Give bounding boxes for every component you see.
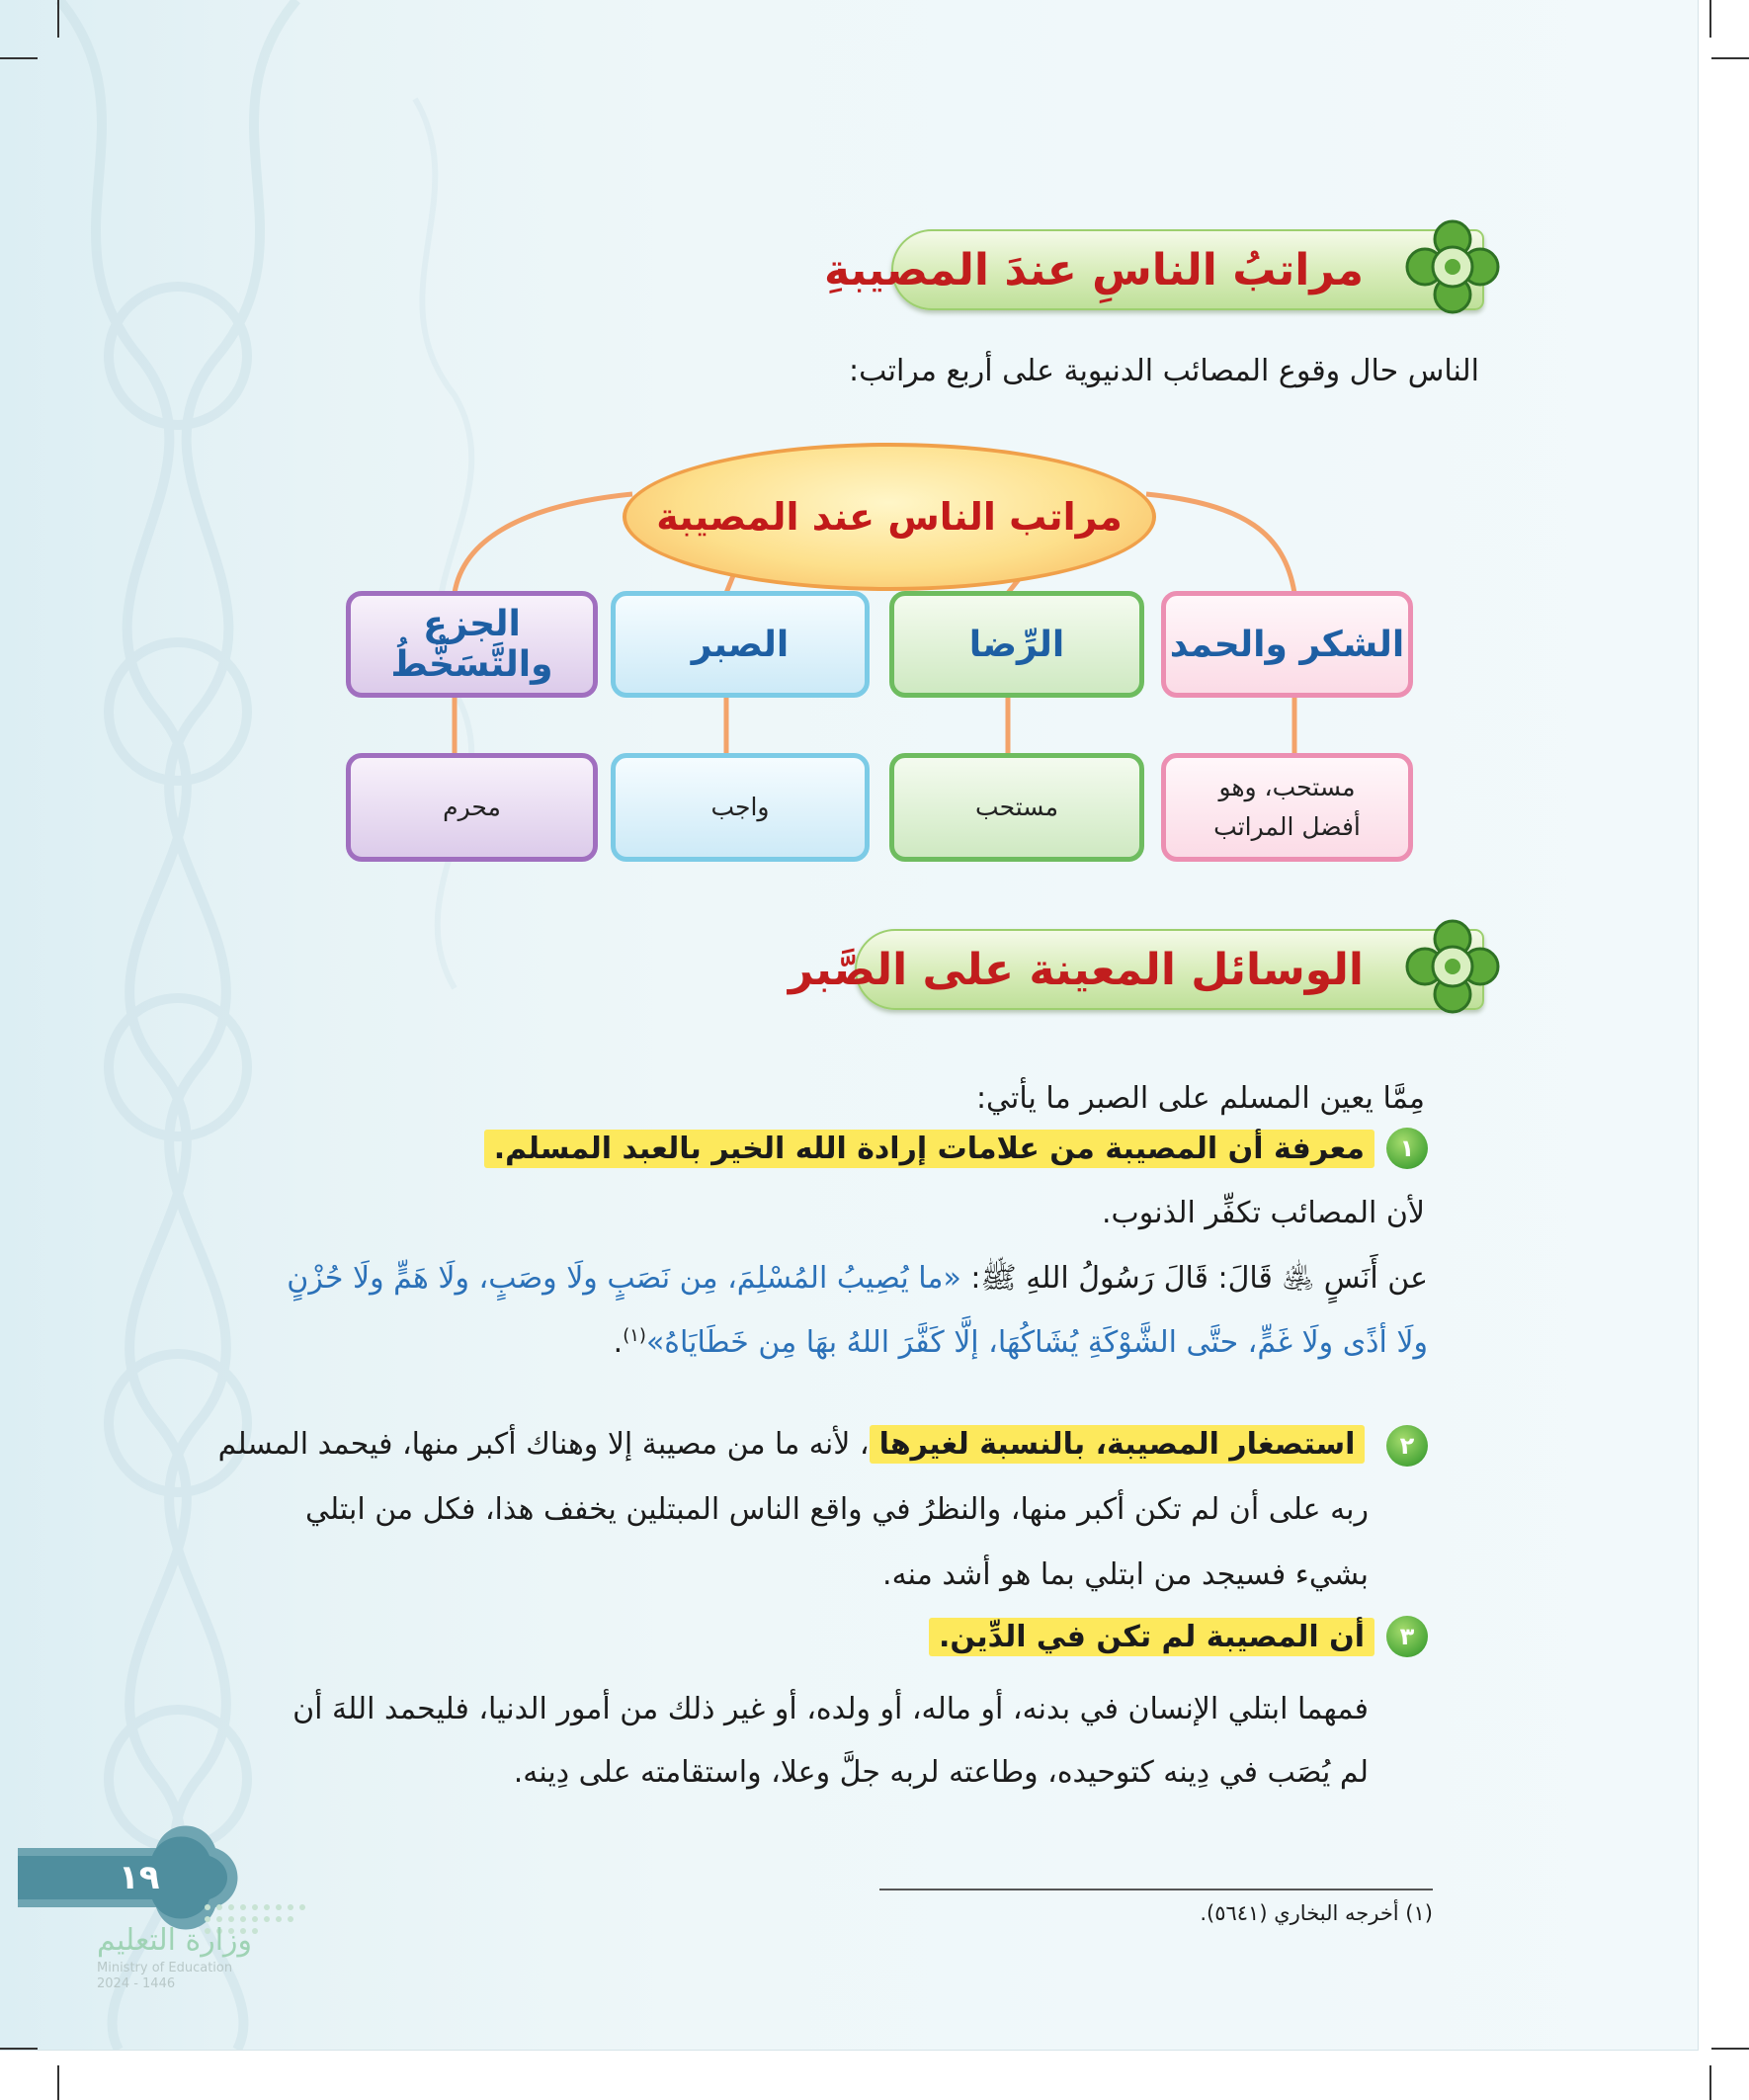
ministry-year: 2024 - 1446: [97, 1976, 176, 1991]
item-number-badge: ١: [1386, 1128, 1428, 1169]
hadith-text: «ما يُصِيبُ المُسْلِمَ، مِن نَصَبٍ ولَا وصَبٍ، ولَا هَمٍّ ولَا حُزْنٍ: [287, 1261, 961, 1296]
crop-mark: [57, 2065, 59, 2100]
means-item-2: [212, 1413, 1428, 1476]
section-title-means-text: الوسائل المعينة على الصَّبر: [788, 944, 1364, 995]
rank-label: الشكر والحمد: [1169, 624, 1405, 665]
footnote-divider: [879, 1889, 1433, 1890]
ruling-box-contentment: [889, 753, 1144, 862]
ruling-line: مستحب، وهو: [1218, 773, 1356, 801]
rank-box-contentment: [889, 591, 1144, 698]
means-item-3: [929, 1611, 1428, 1662]
item-2-line-3: بشيء فسيجد من ابتلي بما هو أشد منه.: [882, 1557, 1369, 1592]
rank-label: الرِّضا: [968, 624, 1065, 665]
hadith-line-1: [143, 1247, 1428, 1310]
item-number-badge: ٢: [1386, 1425, 1428, 1467]
item-1-reason: لأن المصائب تكفِّر الذنوب.: [1101, 1196, 1425, 1230]
clover-emblem-icon: [1403, 217, 1502, 316]
diagram-root: [623, 443, 1156, 591]
ministry-name-arabic: وزارة التعليم: [97, 1923, 253, 1958]
crop-mark: [1709, 2065, 1711, 2100]
item-3-line-1: فمهما ابتلي الإنسان في بدنه، أو ماله، أو ولده، أو غير ذلك من أمور الدنيا، فليحمد اللهَ أن: [292, 1692, 1369, 1726]
rank-label: الجزع والتَّسَخُّطُ: [390, 604, 553, 685]
item-number-badge: ٣: [1386, 1616, 1428, 1657]
crop-mark: [1711, 57, 1749, 59]
item-text: ، لأنه ما من مصيبة إلا وهناك أكبر منها، فيحمد المسلم: [217, 1427, 870, 1462]
footnote: (١) أخرجه البخاري (٥٦٤١).: [1200, 1901, 1433, 1925]
crop-mark: [0, 57, 38, 59]
diagram-root-label: مراتب الناس عند المصيبة: [656, 495, 1123, 539]
item-highlight: أن المصيبة لم تكن في الدِّين.: [929, 1618, 1374, 1656]
ruling-label: مستحب: [975, 793, 1058, 821]
item-2-line-2: ربه على أن لم تكن أكبر منها، والنظرُ في واقع الناس المبتلين يخفف هذا، فكل من ابتلي: [305, 1492, 1369, 1527]
ruling-box-gratitude: [1161, 753, 1413, 862]
ministry-name-english: Ministry of Education: [97, 1961, 233, 1975]
ruling-label: محرم: [443, 793, 501, 821]
rank-box-gratitude: [1161, 591, 1413, 698]
ranks-intro: الناس حال وقوع المصائب الدنيوية على أربع مراتب:: [849, 354, 1479, 388]
hadith-line-2: ولَا أذًى ولَا غَمٍّ، حتَّى الشَّوْكَةِ يُشَاكُهَا، إلَّا كَفَّرَ اللهُ بهَا مِن خَطَايَاهُ»$^{(١)}$.: [613, 1325, 1428, 1360]
crop-mark: [57, 0, 59, 38]
ruling-box-patience: [611, 753, 870, 862]
means-intro: مِمَّا يعين المسلم على الصبر ما يأتي:: [975, 1081, 1425, 1116]
arabesque-decoration: [0, 0, 514, 2050]
item-3-line-2: لم يُصَب في دِينه كتوحيده، وطاعته لربه جلَّ وعلا، واستقامته على دِينه.: [513, 1755, 1369, 1790]
ruling-box-anger: [346, 753, 598, 862]
rank-box-anger: [346, 591, 598, 698]
crop-mark: [1711, 2048, 1749, 2050]
page-number: ١٩: [119, 1858, 160, 1897]
footnote-ref: (١): [623, 1325, 646, 1346]
ruling-line: أفضل المراتب: [1213, 812, 1361, 841]
section-title-ranks-text: مراتبُ الناسِ عندَ المصيبةِ: [823, 244, 1364, 295]
hadith-intro: عن أَنَسٍ ﵁ قَالَ: قَالَ رَسُولُ اللهِ ﷺ:: [960, 1261, 1428, 1296]
hadith-text: ولَا أذًى ولَا غَمٍّ، حتَّى الشَّوْكَةِ يُشَاكُهَا، إلَّا كَفَّرَ اللهُ بهَا مِن خَطَايَاهُ»: [645, 1325, 1428, 1360]
crop-mark: [1709, 0, 1711, 38]
clover-emblem-icon: [1403, 917, 1502, 1016]
rank-label: الصبر: [691, 624, 790, 665]
means-item-1: [484, 1123, 1428, 1174]
section-title-ranks: [823, 229, 1484, 310]
rank-box-patience: [611, 591, 870, 698]
crop-mark: [0, 2048, 38, 2050]
section-title-means: [788, 929, 1484, 1010]
ruling-label: واجب: [710, 793, 770, 821]
item-highlight: معرفة أن المصيبة من علامات إرادة الله الخير بالعبد المسلم.: [484, 1130, 1374, 1168]
item-highlight: استصغار المصيبة، بالنسبة لغيرها: [870, 1425, 1366, 1464]
